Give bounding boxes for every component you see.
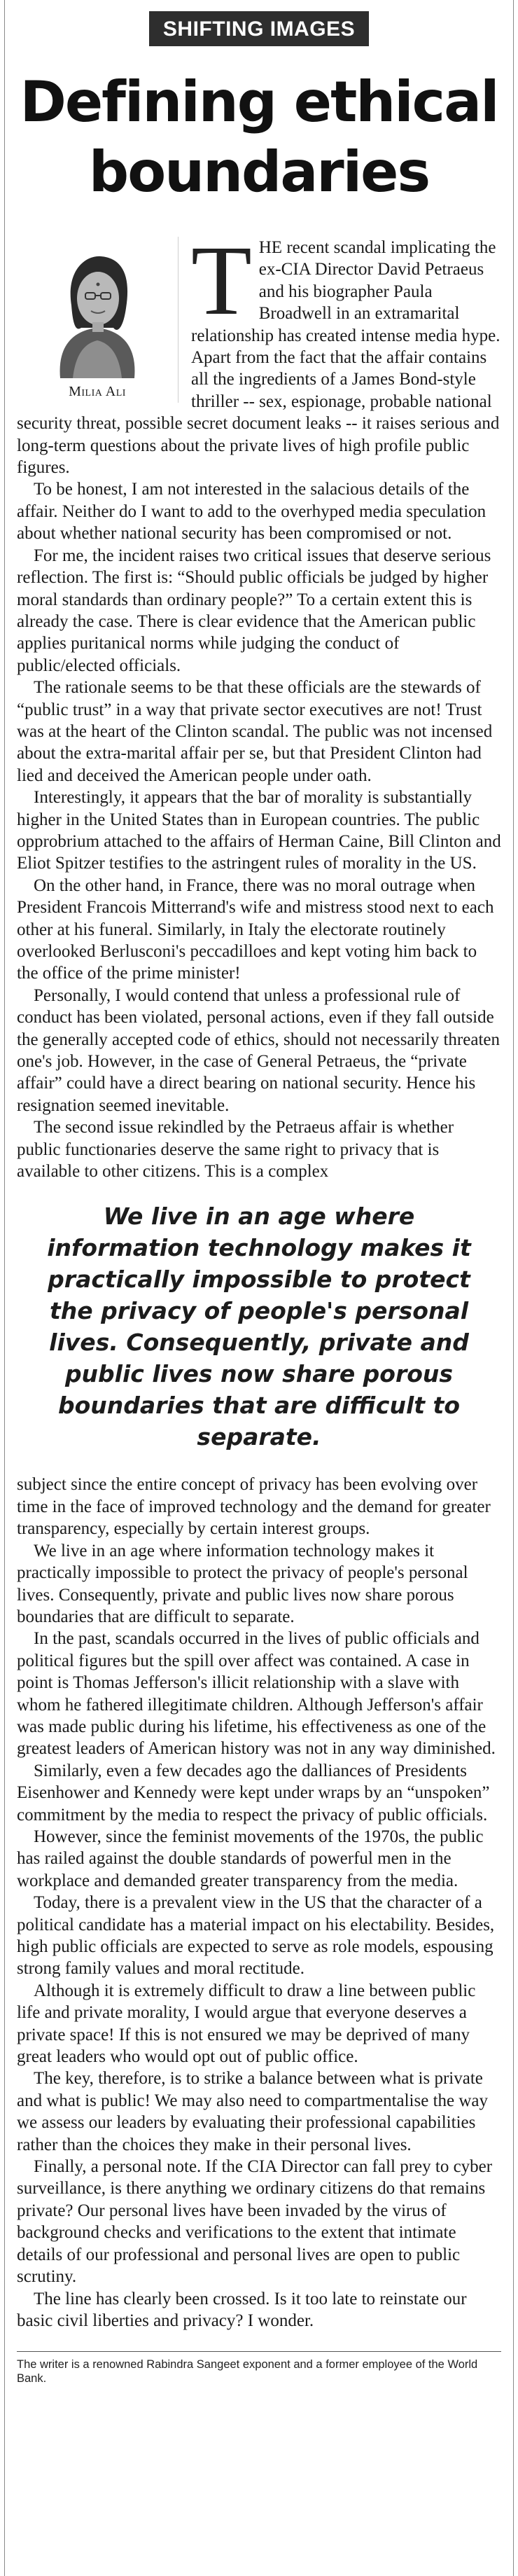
author-photo [45,241,150,378]
section-label: SHIFTING IMAGES [149,11,369,46]
paragraph-1-text: HE recent scandal implicating the ex-CIA Director David Petraeus and his biographer Paula Broadwell in an extramarital relationship has created intense media hype. Apart from the fact that the affair contains all the ingredients of a James Bond-style thriller -- sex, espionage, probable national security threat, possible secret document leaks -- it raises serious and long-term questions about the private lives of high profile public figures. [17,238,500,478]
headline [17,67,501,207]
section-label-wrap [17,0,501,46]
pull-quote: We live in an age where information technology makes it practically impossible to protect the privacy of people's personal lives. Consequently, private and public lives now share porous boundaries that are difficult to separate. [47,1203,471,1451]
article-paragraph-8: The second issue rekindled by the Petraeus affair is whether public functionaries deserve the same right to privacy that is available to other citizens. This is a complex [17,1118,454,1182]
article-paragraph-11: In the past, scandals occurred in the lives of public officials and political figures but the spill over affect was contained. A case in point is Thomas Jefferson's illicit relationship with a slave with whom he fathered illegitimate children. Although Jefferson's affair was made public during his lifetime, his effectiveness as one of the greatest leaders of American history was not in any way diminished. [17,1629,496,1759]
article-paragraph-5: Interestingly, it appears that the bar of morality is substantially higher in the United States than in European countries. The public opprobrium attached to the affairs of Herman Caine, Bill Clinton and Eliot Spitzer testifies to the astringent rules of morality in the US. [17,788,501,873]
article-paragraph-16: The key, therefore, is to strike a balance between what is private and what is public! We may also need to compartmentalise the way we assess our leaders by evaluating their professional capabilities rather than the choices they make in their personal lives. [17,2069,489,2154]
article-paragraph-2: To be honest, I am not interested in the salacious details of the affair. Neither do I want to add to the overhyped media speculation about whether national security has been compromised or not. [17,480,486,543]
author-name: Milia Ali [69,384,126,399]
article-paragraph-13: However, since the feminist movements of the 1970s, the public has railed against the double standards of powerful men in the workplace and demanded greater transparency from the media. [17,1827,484,1890]
article-paragraph-4: The rationale seems to be that these officials are the stewards of “public trust” in a way that private sector executives are not! Trust was at the heart of the Clinton scandal. The public was not incensed about the extra-marital affair per se, but that President Clinton had lied and deceived the American people under oath. [17,678,493,785]
article-paragraph-18: The line has clearly been crossed. Is it too late to reinstate our basic civil liberties and privacy? I wonder. [17,2289,467,2330]
headline-line-2: boundaries [88,139,430,205]
article-paragraph-10: We live in an age where information technology makes it practically impossible to protect the privacy of people's personal lives. Consequently, private and public lives now share porous boundaries that are difficult to separate. [17,1541,468,1626]
author-footnote: The writer is a renowned Rabindra Sangeet exponent and a former employee of the World Bank. [17,2358,478,2385]
author-box [17,237,178,403]
article-paragraph-17: Finally, a personal note. If the CIA Director can fall prey to cyber surveillance, is there anything we ordinary citizens do that remains private? Our personal lives have been invaded by the virus of background checks and verifications to the extent that intimate details of our professional and personal lives are open to public scrutiny. [17,2157,493,2287]
article-paragraph-6: On the other hand, in France, there was no moral outrage when President Francois Mitterrand's wife and mistress stood next to each other at his funeral. Similarly, in Italy the electorate routinely overlooked Berlusconi's peccadilloes and kept voting him back to the office of the prime minister! [17,875,494,983]
article-paragraph-15: Although it is extremely difficult to draw a line between public life and private morality, I would argue that everyone deserves a private space! If this is not ensured we may be deprived of many great leaders who would opt out of public office. [17,1981,476,2067]
headline-line-1: Defining ethical [20,69,498,134]
article-paragraph-14: Today, there is a prevalent view in the US that the character of a political candidate has a material impact on his electability. Besides, high public officials are expected to serve as role models, espousing strong family values and moral rectitude. [17,1893,495,1979]
drop-cap: T [191,225,252,335]
right-column-rule [513,0,514,2576]
left-column-rule [4,0,5,2576]
article-paragraph-12: Similarly, even a few decades ago the dalliances of Presidents Eisenhower and Kennedy were kept under wraps by an “unspoken” commitment by the media to respect the privacy of public officials. [17,1761,490,1824]
article-paragraph-3: For me, the incident raises two critical issues that deserve serious reflection. The first is: “Should public officials be judged by higher moral standards than ordinary people?” To a certain extent this is already the case. There is clear evidence that the American public applies puritanical norms while judging the conduct of public/elected officials. [17,546,491,675]
article-paragraph-9: subject since the entire concept of privacy has been evolving over time in the face of improved technology and the demand for greater transparency, especially by certain interest groups. [17,1475,491,1539]
article-body [17,225,501,2385]
article-paragraph-7: Personally, I would contend that unless a professional rule of conduct has been violated, personal actions, even if they fall outside the generally accepted code of ethics, should not necessarily threaten one's job. However, in the case of General Petraeus, the “private affair” could have a direct bearing on national security. Hence his resignation seemed inevitable. [17,985,500,1115]
